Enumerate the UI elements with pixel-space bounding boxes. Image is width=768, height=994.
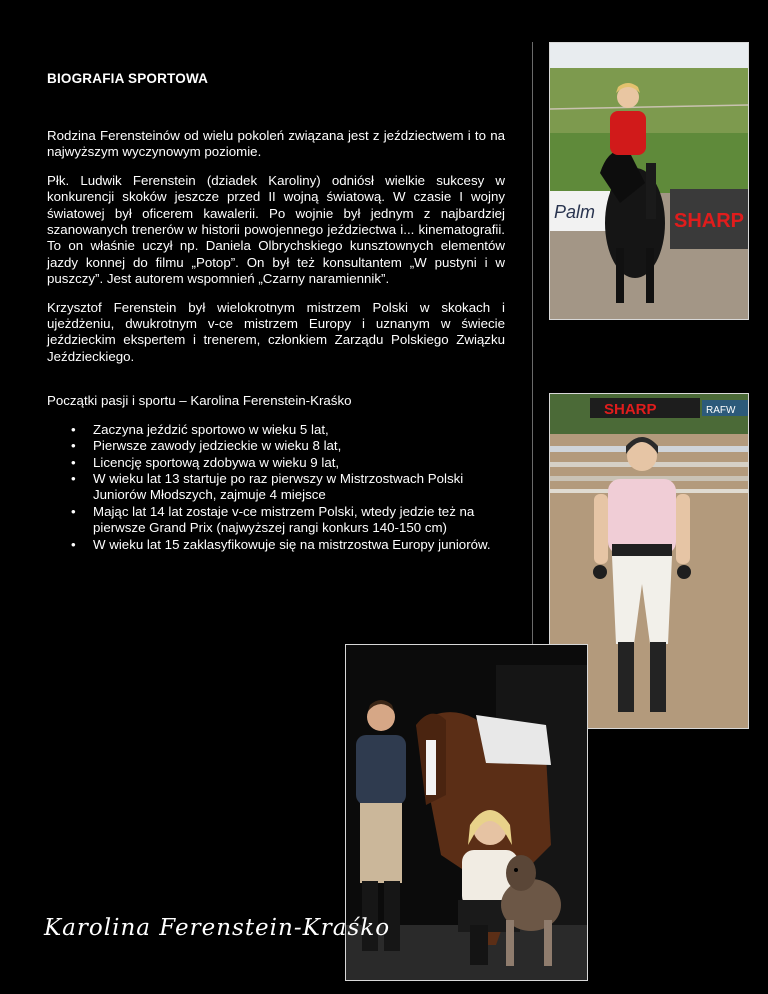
biography-text (47, 128, 505, 553)
photo-rider-black-horse (549, 42, 749, 320)
list-item: • Zaczyna jeździć sportowo w wieku 5 lat, (93, 422, 505, 438)
list-item: • W wieku lat 13 startuje po raz pierwszy w Mistrzostwach Polski Juniorów Młodszych, zajmuje 4 miejsce (93, 471, 505, 504)
paragraph-family: Rodzina Ferensteinów od wielu pokoleń związana jest z jeździectwem i to na najwyższym wyczynowym poziomie. (47, 128, 505, 160)
paragraph-ludwik: Płk. Ludwik Ferenstein (dziadek Karoliny) odniósł wielkie sukcesy w konkurencji skoków jeszcze przed II wojną światową. W czasie I wojny światowej był oficerem kawalerii. Po wojnie był jednym z najbardziej szanowanych trenerów w historii powojennego jeździectwa i... kinematografii. To on właśnie uczył np. Daniela Olbrychskiego kunsztownych elementów jazdy konnej do filmu „Potop”. On był też konsultantem „W pustyni i w puszczy”. Jest autorem wspomnień „Czarny naramiennik”. (47, 172, 505, 287)
list-item: • Pierwsze zawody jedzieckie w wieku 8 lat, (93, 438, 505, 454)
list-item: • W wieku lat 15 zaklasyfikowuje się na mistrzostwa Europy juniorów. (93, 537, 505, 553)
page-title: BIOGRAFIA SPORTOWA (47, 71, 209, 86)
banner-text-left: SHARP (604, 401, 657, 418)
paragraph-krzysztof: Krzysztof Ferenstein był wielokrotnym mistrzem Polski w skokach i ujeżdżeniu, dwukrotnym v-ce mistrzem Europy i uznanym w świecie jeździeckim ekspertem i trenerem, członkiem Zarządu Polskiego Związku Jeździeckiego. (47, 299, 505, 364)
column-divider (532, 42, 533, 658)
milestones-list (47, 422, 505, 553)
section-heading: Początki pasji i sportu – Karolina Ferenstein-Kraśko (47, 393, 352, 409)
banner-text-left: Palm (554, 202, 596, 222)
list-item: • Mając lat 14 lat zostaje v-ce mistrzem Polski, wtedy jedzie też na pierwsze Grand Prix (najwyższej rangi konkurs 140-150 cm) (93, 504, 505, 537)
list-item: • Licencję sportową zdobywa w wieku 9 lat, (93, 455, 505, 471)
banner-text-right: RAFW (706, 405, 736, 416)
signature: Karolina Ferenstein-Kraśko (44, 915, 391, 941)
banner-text-right: SHARP (674, 210, 745, 232)
